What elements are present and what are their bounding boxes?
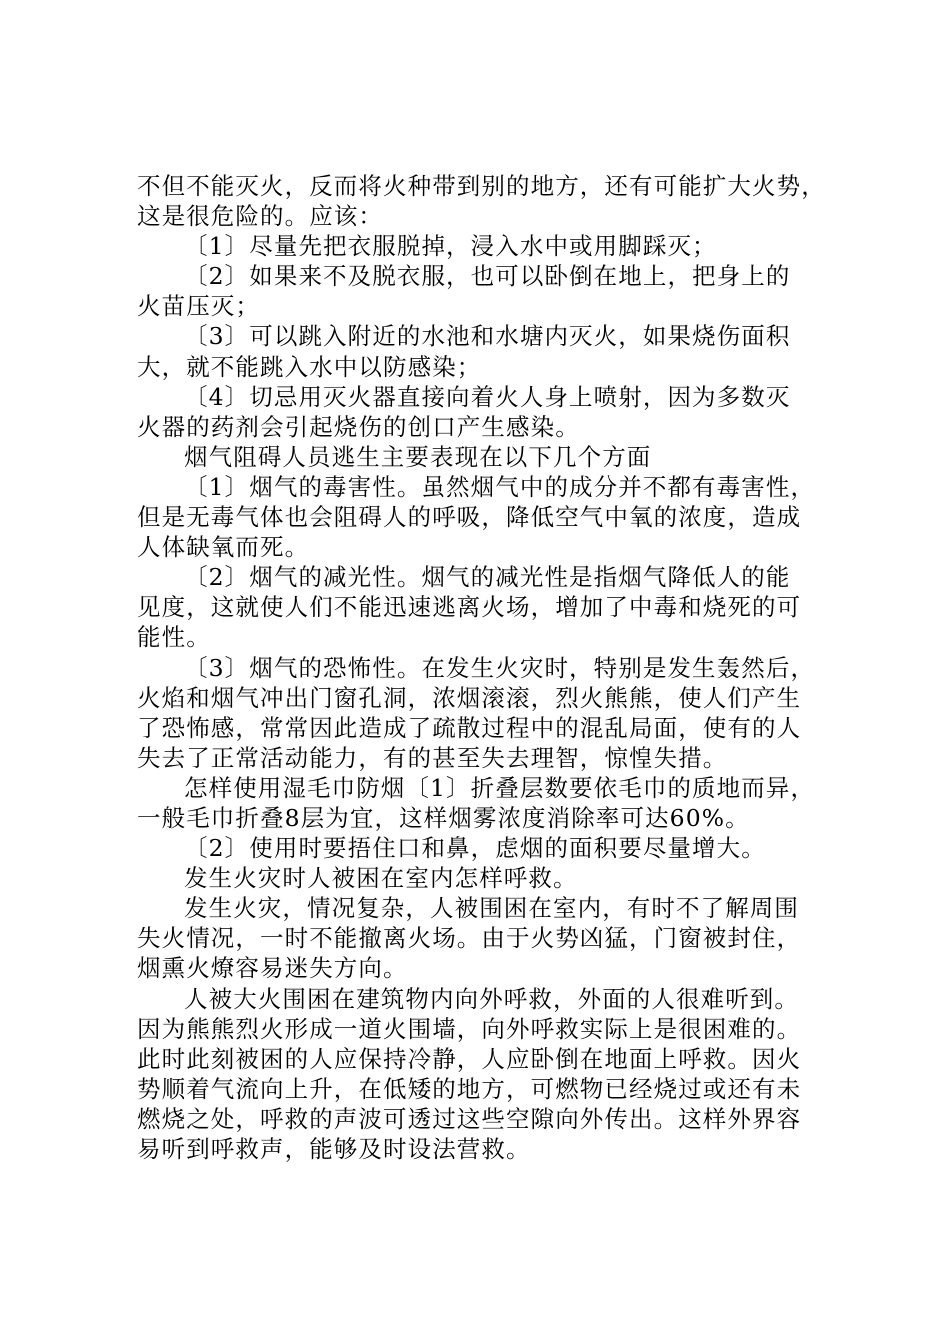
- text-line: 人体缺氧而死。: [137, 533, 310, 562]
- text-line: 〔3〕烟气的恐怖性。在发生火灾时，特别是发生轰然后，: [184, 653, 816, 682]
- text-line: 〔2〕烟气的减光性。烟气的减光性是指烟气降低人的能: [184, 563, 791, 592]
- text-line: 怎样使用湿毛巾防烟〔1〕折叠层数要依毛巾的质地而异，: [184, 773, 816, 802]
- text-line: 见度，这就使人们不能迅速逃离火场，增加了中毒和烧死的可: [137, 593, 802, 622]
- text-line: 燃烧之处，呼救的声波可透过这些空隙向外传出。这样外界容: [137, 1104, 802, 1133]
- text-line: 〔1〕尽量先把衣服脱掉，浸入水中或用脚踩灭；: [184, 232, 717, 261]
- text-line: 了恐怖感，常常因此造成了疏散过程中的混乱局面，使有的人: [137, 713, 802, 742]
- text-line: 烟气阻碍人员逃生主要表现在以下几个方面: [184, 442, 652, 471]
- text-line: 烟熏火燎容易迷失方向。: [137, 954, 408, 983]
- text-line: 〔3〕可以跳入附近的水池和水塘内灭火，如果烧伤面积: [184, 322, 791, 351]
- text-line: 〔4〕切忌用灭火器直接向着火人身上喷射，因为多数灭: [184, 382, 791, 411]
- text-line: 失火情况，一时不能撤离火场。由于火势凶猛，门窗被封住，: [137, 924, 802, 953]
- text-line: 因为熊熊烈火形成一道火围墙，向外呼救实际上是很困难的。: [137, 1014, 802, 1043]
- text-line: 不但不能灭火，反而将火种带到别的地方，还有可能扩大火势，: [137, 172, 826, 200]
- text-line: 发生火灾时人被困在室内怎样呼救。: [184, 864, 578, 893]
- text-line: 易听到呼救声，能够及时设法营救。: [137, 1135, 531, 1163]
- text-line: 火焰和烟气冲出门窗孔洞，浓烟滚滚，烈火熊熊，使人们产生: [137, 683, 802, 712]
- body-text: [137, 171, 837, 1164]
- text-line: 一般毛巾折叠8层为宜，这样烟雾浓度消除率可达60%。: [137, 803, 750, 832]
- text-line: 这是很危险的。应该：: [137, 202, 383, 231]
- text-line: 〔2〕如果来不及脱衣服，也可以卧倒在地上，把身上的: [184, 262, 791, 291]
- text-line: 失去了正常活动能力，有的甚至失去理智，惊惶失措。: [137, 743, 728, 772]
- text-line: 〔2〕使用时要捂住口和鼻，虑烟的面积要尽量增大。: [184, 834, 766, 863]
- text-line: 但是无毒气体也会阻碍人的呼吸，降低空气中氧的浓度，造成: [137, 503, 802, 532]
- text-line: 火器的药剂会引起烧伤的创口产生感染。: [137, 412, 580, 441]
- text-line: 人被大火围困在建筑物内向外呼救，外面的人很难听到。: [184, 984, 799, 1013]
- text-line: 此时此刻被困的人应保持冷静，人应卧倒在地面上呼救。因火: [137, 1044, 802, 1073]
- text-line: 火苗压灭；: [137, 292, 260, 321]
- text-line: 势顺着气流向上升，在低矮的地方，可燃物已经烧过或还有未: [137, 1074, 802, 1103]
- text-line: 能性。: [137, 623, 211, 652]
- text-line: 大，就不能跳入水中以防感染；: [137, 352, 482, 381]
- text-line: 〔1〕烟气的毒害性。虽然烟气中的成分并不都有毒害性，: [184, 472, 816, 501]
- text-line: 发生火灾，情况复杂，人被围困在室内，有时不了解周围: [184, 894, 799, 923]
